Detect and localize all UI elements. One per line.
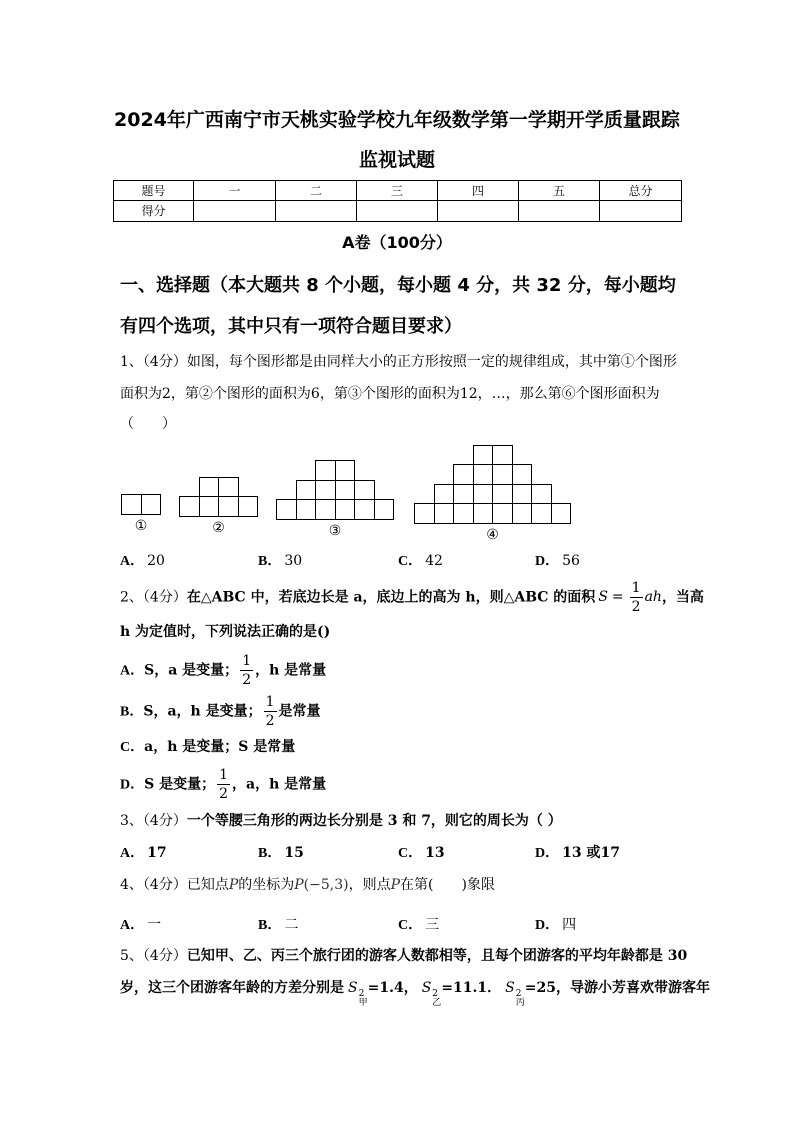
- figure-square: [492, 484, 513, 505]
- variance-scripts: [359, 990, 368, 1008]
- figure-2-label: ②: [212, 519, 225, 536]
- option-value: 30: [284, 552, 303, 569]
- q4-stem-line: [120, 865, 495, 905]
- fraction-numerator: 1: [265, 693, 275, 710]
- figure-square: [492, 445, 513, 466]
- variance-scripts: [516, 990, 525, 1008]
- option-text-end: ，a，h 是常量: [232, 776, 327, 792]
- question-number: 1、（4分）: [120, 354, 187, 370]
- figure-square: [199, 496, 220, 517]
- q1-options: [0, 541, 794, 581]
- q1-stem-line-2: [120, 374, 660, 414]
- figure-square: [354, 499, 375, 520]
- figure-square: [141, 494, 162, 515]
- option-key: C．: [120, 739, 145, 755]
- score-cell: [438, 201, 519, 222]
- point-variable: P: [294, 877, 304, 893]
- option-text-end: 是常量: [278, 703, 321, 719]
- q5-stem-text-end: 导游小芳喜欢带游客年: [569, 980, 710, 996]
- fraction-denominator: 2: [631, 598, 641, 615]
- q5-stem-text-continued: 岁，这三个团游客年龄的方差分别是: [120, 980, 344, 996]
- score-table-column-2: 二: [276, 181, 357, 201]
- score-cell: [519, 201, 600, 222]
- variance-subscript: 甲: [358, 998, 368, 1008]
- variance-superscript: 2: [432, 989, 439, 999]
- q5-stem-text: 已知甲、乙、丙三个旅行团的游客人数都相等，且每个团游客的平均年龄都是 30: [186, 948, 688, 964]
- figure-3-label: ③: [328, 522, 342, 539]
- point-coordinates: (−5,3): [303, 877, 349, 893]
- option-key: D．: [535, 917, 560, 933]
- section-heading-continued: 有四个选项，其中只有一项符合题目要求）: [120, 316, 462, 337]
- q3-option-d: [535, 833, 620, 873]
- score-table-column-1: 一: [194, 181, 276, 201]
- option-value: 13 或17: [562, 844, 620, 861]
- figure-1-label: ①: [134, 517, 148, 534]
- option-value: 13: [425, 844, 445, 861]
- q1-option-c: [398, 541, 443, 581]
- variance-symbol-yi: [421, 980, 442, 1008]
- fraction-one-half: [217, 767, 230, 802]
- figure-square: [473, 484, 494, 505]
- figure-square: [453, 484, 474, 505]
- figure-square: [315, 460, 336, 481]
- option-value: 二: [284, 916, 299, 933]
- variance-variable: S: [505, 980, 515, 996]
- figure-4-label: ④: [486, 526, 499, 543]
- q1-stem-text: 如图，每个图形都是由同样大小的正方形按照一定的规律组成，其中第①个图形: [186, 354, 677, 370]
- score-table-column-3: 三: [357, 181, 438, 201]
- option-key: D．: [535, 553, 560, 569]
- figure-square: [473, 464, 494, 485]
- figure-square: [473, 445, 494, 466]
- q4-stem-text-3: ，则点: [348, 877, 391, 893]
- section-heading-line-1: [120, 266, 676, 306]
- area-formula: [598, 579, 662, 615]
- option-key: A．: [120, 553, 145, 569]
- score-table-score-row: [114, 201, 682, 222]
- figure-square: [218, 496, 239, 517]
- option-text: S，a，h 是变量；: [143, 703, 262, 719]
- option-key: A．: [120, 845, 145, 861]
- figure-square: [354, 480, 375, 501]
- q2-stem-line-2: [120, 612, 330, 652]
- option-key: A．: [120, 917, 145, 933]
- score-table-column-5: 五: [519, 181, 600, 201]
- figure-square: [492, 464, 513, 485]
- option-text: a，h 是变量；S 是常量: [144, 738, 296, 755]
- option-key: C．: [398, 553, 423, 569]
- q1-option-d: [535, 541, 580, 581]
- formula-rhs: ah: [644, 589, 662, 605]
- option-value: 三: [425, 916, 440, 933]
- q2-option-b: [120, 691, 321, 731]
- option-key: D．: [120, 777, 145, 792]
- figure-2: [179, 477, 258, 536]
- fraction-denominator: 2: [265, 712, 275, 729]
- score-table-header-row: [114, 181, 682, 201]
- option-value: 56: [562, 552, 580, 569]
- question-number: 3、（4分）: [120, 813, 187, 829]
- exam-title: 2024年广西南宁市天桃实验学校九年级数学第一学期开学质量跟踪: [114, 109, 680, 131]
- option-value: 四: [562, 916, 577, 933]
- section-heading-line-2: [120, 307, 462, 347]
- variance-subscript: 乙: [432, 998, 442, 1008]
- answer-blank: （ ）: [120, 416, 176, 432]
- option-key: B．: [258, 917, 282, 933]
- option-key: C．: [398, 845, 423, 861]
- question-number: 5、（4分）: [120, 948, 187, 964]
- q5-stem-line-2: [120, 973, 710, 1013]
- score-table-column-total: 总分: [600, 181, 682, 201]
- figure-4: [414, 445, 571, 543]
- q5-stem-line-1: [120, 936, 687, 976]
- title-line-2: [0, 140, 794, 180]
- q2-option-d: [120, 764, 326, 804]
- option-text-end: ，h 是常量: [255, 662, 327, 678]
- formula-lhs: S: [598, 589, 608, 605]
- figure-square: [315, 480, 336, 501]
- figure-square: [531, 484, 552, 505]
- variance-symbol-bing: [505, 980, 525, 1008]
- figure-square: [512, 484, 533, 505]
- fraction-denominator: 2: [219, 785, 229, 802]
- figure-square: [276, 499, 297, 520]
- q1-option-a: [120, 541, 165, 581]
- option-value: 42: [425, 552, 443, 569]
- q4-stem-text-2: 的坐标为: [238, 877, 295, 893]
- option-value: 17: [147, 844, 167, 861]
- figure-square: [335, 499, 356, 520]
- q2-stem-line-1: [120, 577, 704, 617]
- fraction-numerator: 1: [219, 766, 229, 783]
- q2-stem-text-end: ，当高: [661, 589, 704, 605]
- option-value: 15: [284, 844, 304, 861]
- variance-subscript: 丙: [515, 998, 525, 1008]
- figure-square: [414, 503, 435, 524]
- figure-3: [276, 460, 394, 539]
- figure-square: [551, 503, 572, 524]
- figure-square: [473, 503, 494, 524]
- title-line-1: [0, 100, 794, 140]
- section-heading: 一、选择题（本大题共 8 个小题，每小题 4 分，共 32 分，每小题均: [120, 275, 676, 296]
- option-text: S 是变量；: [144, 776, 216, 792]
- point-variable: P: [228, 877, 239, 893]
- variance-scripts: [432, 990, 441, 1008]
- variance-superscript: 2: [358, 989, 365, 999]
- figure-square: [531, 503, 552, 524]
- option-key: D．: [535, 845, 560, 861]
- option-key: B．: [258, 845, 282, 861]
- question-number: 2、（4分）: [120, 589, 187, 605]
- figure-square: [315, 499, 336, 520]
- figure-square: [335, 460, 356, 481]
- figure-square: [453, 464, 474, 485]
- q4-stem-text: 已知点: [186, 877, 229, 893]
- q2-option-a: [120, 650, 326, 690]
- figure-square: [238, 496, 259, 517]
- score-cell: [357, 201, 438, 222]
- q1-stem-text-continued: 面积为2，第②个图形的面积为6，第③个图形的面积为12，…，那么第⑥个图形面积为: [120, 386, 660, 402]
- variance-superscript: 2: [515, 989, 522, 999]
- variance-variable: S: [421, 980, 432, 996]
- figure-square: [512, 464, 533, 485]
- variance-symbol-jia: [348, 980, 368, 1008]
- fraction-one-half: [264, 694, 277, 729]
- fraction-denominator: 2: [242, 671, 252, 688]
- score-cell: [276, 201, 357, 222]
- option-key: B．: [120, 704, 144, 719]
- option-value: 一: [147, 916, 162, 933]
- figure-1: [121, 494, 161, 534]
- variance-value: =11.1．: [441, 980, 502, 996]
- figure-square: [179, 496, 200, 517]
- q1-stem-line-3: [120, 404, 176, 444]
- exam-title-continued: 监视试题: [358, 149, 435, 171]
- figure-square: [453, 503, 474, 524]
- formula-equals: =: [611, 589, 624, 605]
- score-table-column-4: 四: [438, 181, 519, 201]
- fraction-one-half: [240, 653, 253, 688]
- fraction-numerator: 1: [242, 652, 252, 669]
- variance-variable: S: [348, 980, 358, 996]
- figure-square: [218, 477, 239, 498]
- option-text: S，a 是变量；: [144, 662, 239, 678]
- figure-square: [434, 484, 455, 505]
- variance-value: =1.4，: [367, 980, 418, 996]
- question-number: 4、（4分）: [120, 877, 187, 893]
- score-cell: [194, 201, 276, 222]
- q1-option-b: [258, 541, 302, 581]
- score-table: [113, 180, 682, 222]
- volume-title-line: [0, 223, 794, 263]
- figure-square: [374, 499, 395, 520]
- figure-square: [512, 503, 533, 524]
- score-table-score-label: 得分: [114, 201, 194, 222]
- figure-square: [335, 480, 356, 501]
- figure-square: [296, 480, 317, 501]
- option-value: 20: [147, 552, 165, 569]
- figure-square: [199, 477, 220, 498]
- variance-value: =25，: [524, 980, 570, 996]
- figure-square: [492, 503, 513, 524]
- q2-stem-text: 在△ABC 中，若底边长是 a，底边上的高为 h，则△ABC 的面积: [186, 589, 596, 605]
- q2-option-c: [120, 727, 295, 767]
- q2-stem-text-continued: h 为定值时，下列说法正确的是(): [120, 624, 331, 640]
- option-key: A．: [120, 663, 145, 678]
- score-cell-total: [600, 201, 682, 222]
- option-key: C．: [398, 917, 423, 933]
- fraction-numerator: 1: [631, 579, 641, 596]
- point-variable: P: [390, 877, 401, 893]
- q3-stem-text: 一个等腰三角形的两边长分别是 3 和 7，则它的周长为（ ）: [186, 813, 562, 829]
- volume-title: A卷（100分）: [342, 233, 452, 252]
- figure-square: [121, 494, 142, 515]
- figure-square: [296, 499, 317, 520]
- fraction-one-half: [630, 580, 643, 615]
- score-table-header-label: 题号: [114, 181, 194, 201]
- q4-stem-text-4: 在第( )象限: [400, 877, 495, 893]
- option-key: B．: [258, 553, 282, 569]
- figure-square: [434, 503, 455, 524]
